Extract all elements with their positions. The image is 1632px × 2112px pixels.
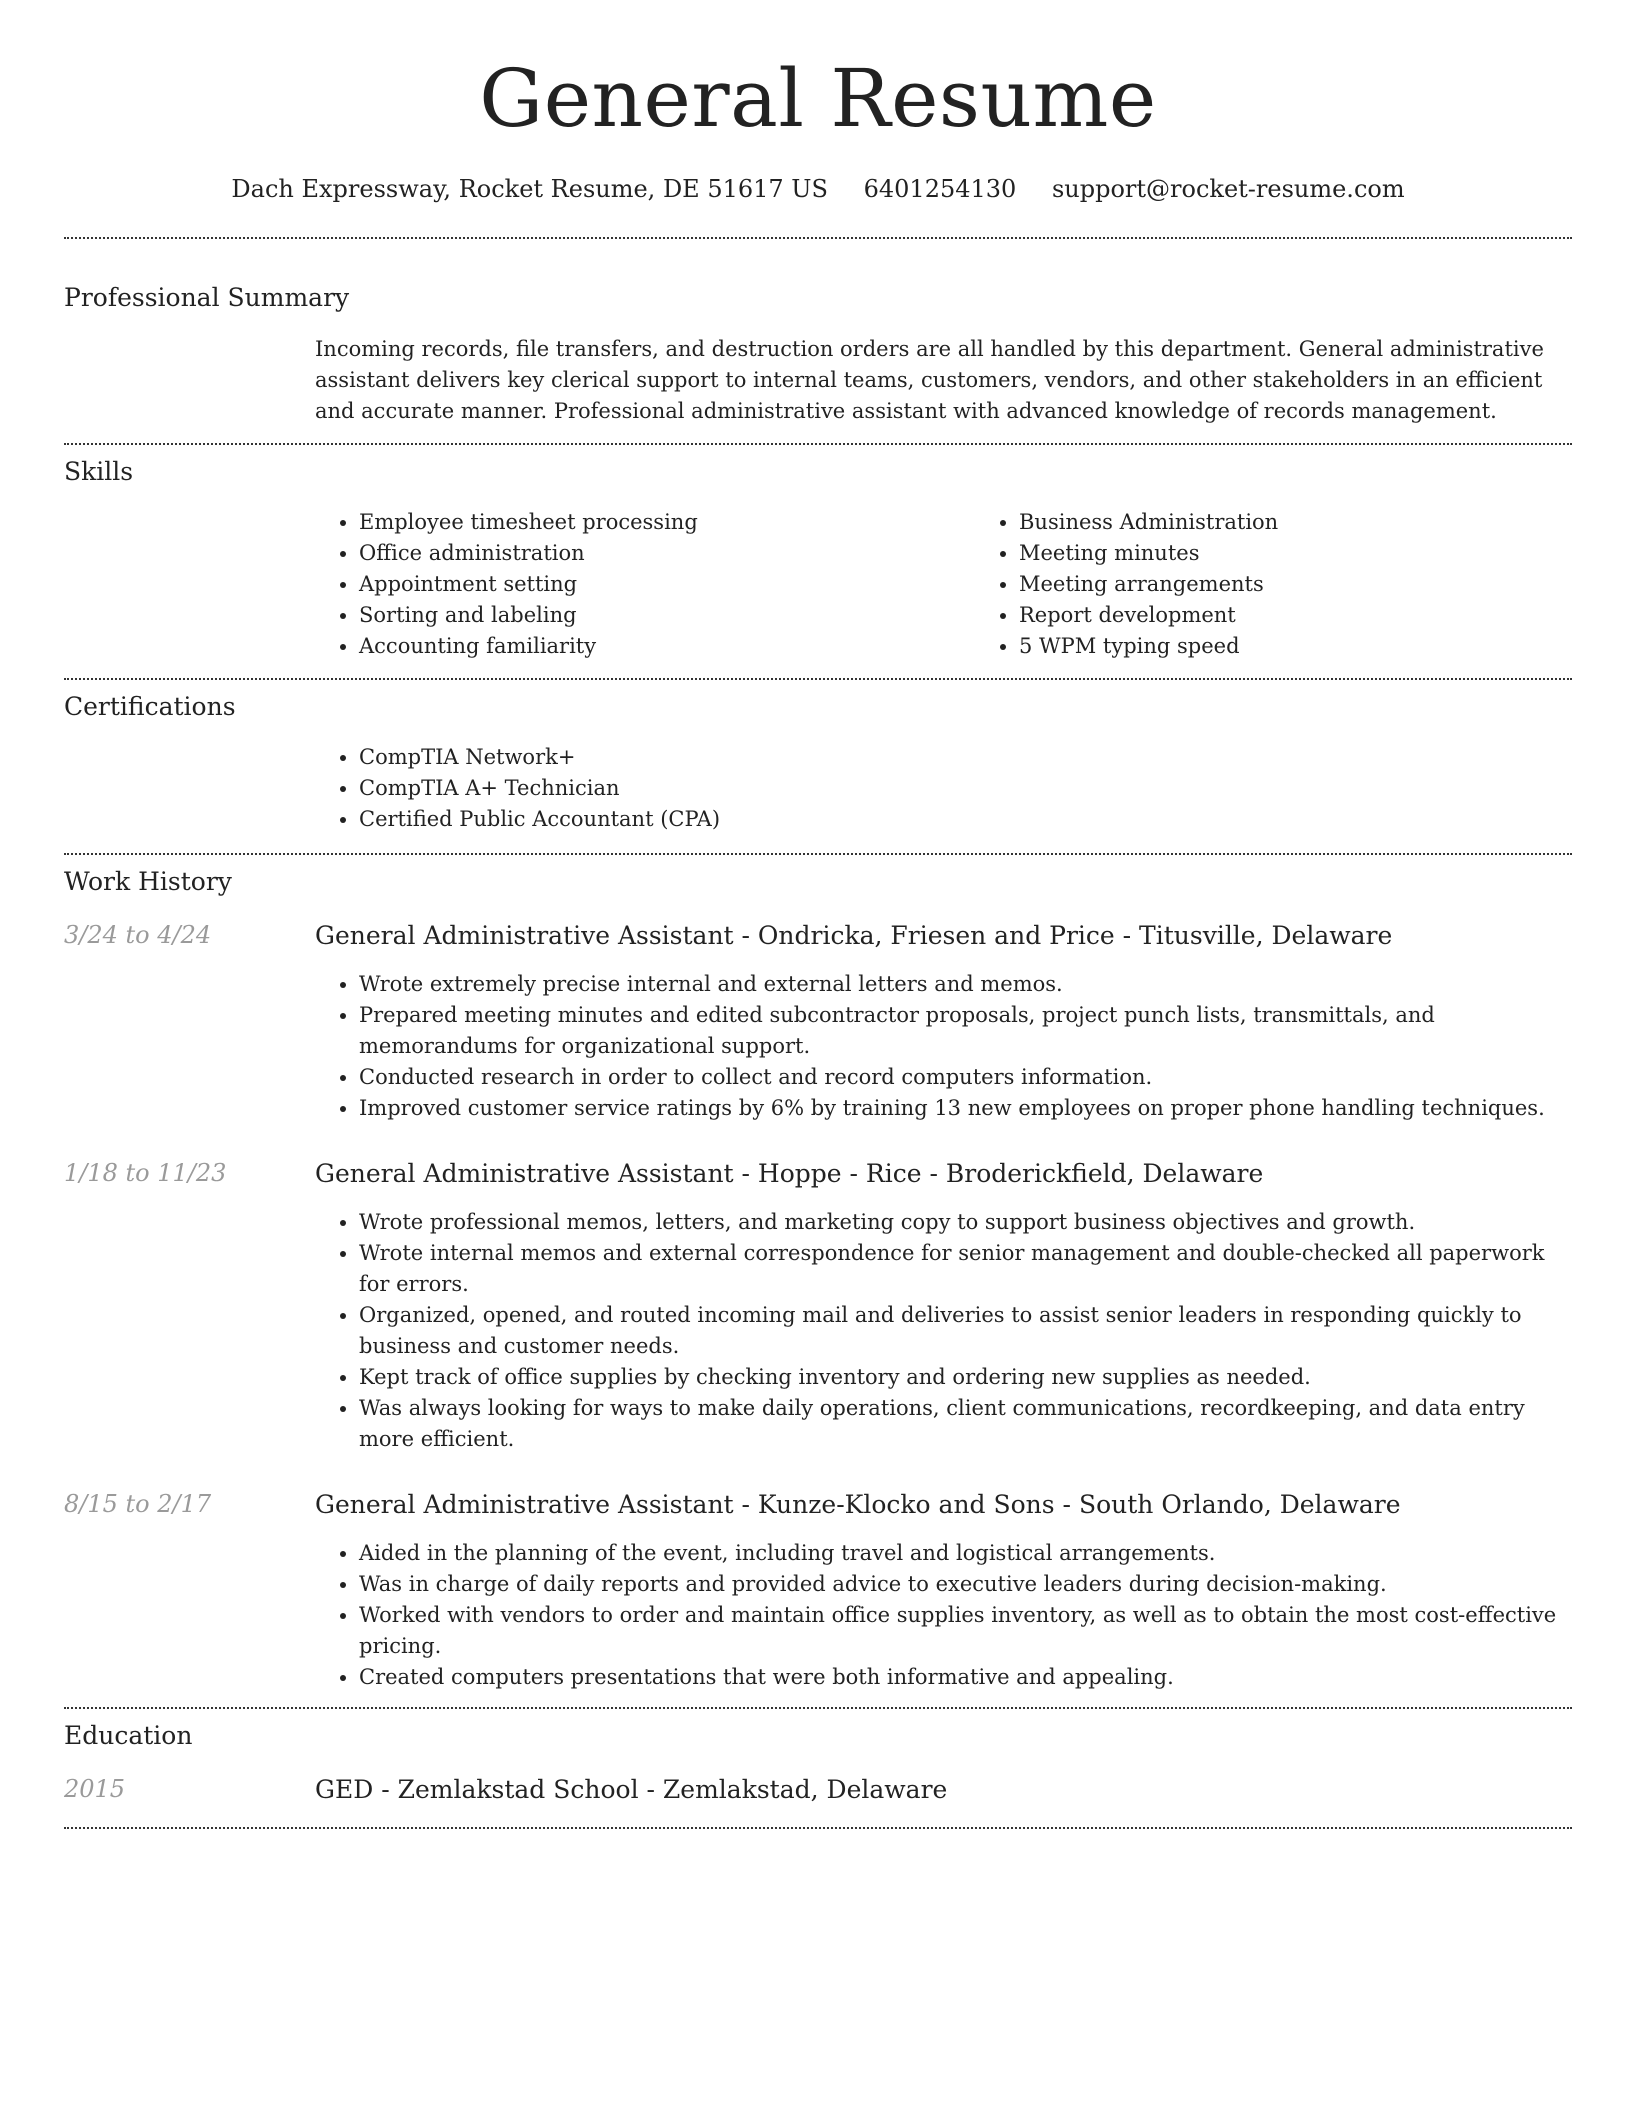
skills-list-right	[975, 507, 1632, 662]
divider	[64, 853, 1572, 855]
list-item: • Office administration	[359, 538, 975, 569]
summary-section	[64, 283, 1572, 427]
job-dates: 1/18 to 11/23	[64, 1159, 227, 1187]
list-item: • Employee timesheet processing	[359, 507, 975, 538]
work-history-title: Work History	[64, 867, 232, 896]
job-entry	[64, 921, 1572, 1124]
work-history-section	[64, 867, 1572, 1693]
summary-text: Incoming records, file transfers, and destruction orders are all handled by this department. General administrative assistant delivers key clerical support to internal teams, customers, vendors, and other stakeholders in an efficient and accurate manner. Professional administrative assistant with advanced knowledge of records management.	[315, 337, 1544, 423]
job-bullets	[315, 1538, 1572, 1693]
list-item: • Wrote extremely precise internal and external letters and memos.	[359, 969, 1572, 1000]
list-item: • Meeting minutes	[1019, 538, 1632, 569]
list-item: • Was always looking for ways to make daily operations, client communications, recordkeeping, and data entry more efficient.	[359, 1393, 1572, 1455]
list-item: • Meeting arrangements	[1019, 569, 1632, 600]
resume-name: General Resume	[479, 52, 1157, 145]
job-title: General Administrative Assistant - Kunze-Klocko and Sons - South Orlando, Delaware	[315, 1490, 1401, 1519]
list-item: • Worked with vendors to order and maintain office supplies inventory, as well as to obtain the most cost-effective pricing.	[359, 1600, 1572, 1662]
list-item: • CompTIA A+ Technician	[359, 773, 1572, 804]
summary-title: Professional Summary	[64, 283, 350, 312]
divider	[64, 1707, 1572, 1709]
list-item: • Report development	[1019, 600, 1632, 631]
job-title: General Administrative Assistant - Hoppe - Rice - Broderickfield, Delaware	[315, 1159, 1264, 1188]
certifications-section	[64, 692, 1572, 835]
list-item: • 5 WPM typing speed	[1019, 631, 1632, 662]
skills-list-left	[315, 507, 975, 662]
email: support@rocket-resume.com	[1051, 175, 1405, 203]
list-item: • Certified Public Accountant (CPA)	[359, 804, 1572, 835]
list-item: • Prepared meeting minutes and edited subcontractor proposals, project punch lists, transmittals, and memorandums for organizational support.	[359, 1000, 1572, 1062]
divider	[64, 237, 1572, 239]
list-item: • Organized, opened, and routed incoming mail and deliveries to assist senior leaders in responding quickly to business and customer needs.	[359, 1300, 1572, 1362]
job-title: General Administrative Assistant - Ondricka, Friesen and Price - Titusville, Delaware	[315, 921, 1393, 950]
job-entry	[64, 1490, 1572, 1693]
education-entry	[64, 1775, 1572, 1805]
list-item: • Was in charge of daily reports and provided advice to executive leaders during decision-making.	[359, 1569, 1572, 1600]
education-year: 2015	[64, 1775, 126, 1803]
list-item: • Business Administration	[1019, 507, 1632, 538]
list-item: • CompTIA Network+	[359, 742, 1572, 773]
list-item: • Kept track of office supplies by checking inventory and ordering new supplies as needed.	[359, 1362, 1572, 1393]
certifications-list	[315, 742, 1572, 835]
list-item: • Accounting familiarity	[359, 631, 975, 662]
job-dates: 3/24 to 4/24	[64, 921, 212, 949]
list-item: • Improved customer service ratings by 6% by training 13 new employees on proper phone handling techniques.	[359, 1093, 1572, 1124]
list-item: • Wrote internal memos and external correspondence for senior management and double-checked all paperwork for errors.	[359, 1238, 1572, 1300]
education-section	[64, 1721, 1572, 1805]
job-dates: 8/15 to 2/17	[64, 1490, 212, 1518]
phone: 6401254130	[863, 175, 1017, 203]
contact-line	[64, 175, 1572, 203]
list-item: • Wrote professional memos, letters, and marketing copy to support business objectives and growth.	[359, 1207, 1572, 1238]
resume-page	[64, 0, 1572, 1829]
list-item: • Aided in the planning of the event, including travel and logistical arrangements.	[359, 1538, 1572, 1569]
list-item: • Created computers presentations that were both informative and appealing.	[359, 1662, 1572, 1693]
divider	[64, 443, 1572, 445]
job-bullets	[315, 1207, 1572, 1455]
list-item: • Conducted research in order to collect and record computers information.	[359, 1062, 1572, 1093]
skills-section	[64, 457, 1572, 662]
address: Dach Expressway, Rocket Resume, DE 51617 US	[231, 175, 828, 203]
skills-title: Skills	[64, 457, 134, 486]
certifications-title: Certifications	[64, 692, 236, 721]
education-degree: GED - Zemlakstad School - Zemlakstad, Delaware	[315, 1775, 948, 1804]
divider	[64, 678, 1572, 680]
job-entry	[64, 1159, 1572, 1455]
education-title: Education	[64, 1721, 193, 1750]
divider	[64, 1827, 1572, 1829]
job-bullets	[315, 969, 1572, 1124]
list-item: • Sorting and labeling	[359, 600, 975, 631]
list-item: • Appointment setting	[359, 569, 975, 600]
